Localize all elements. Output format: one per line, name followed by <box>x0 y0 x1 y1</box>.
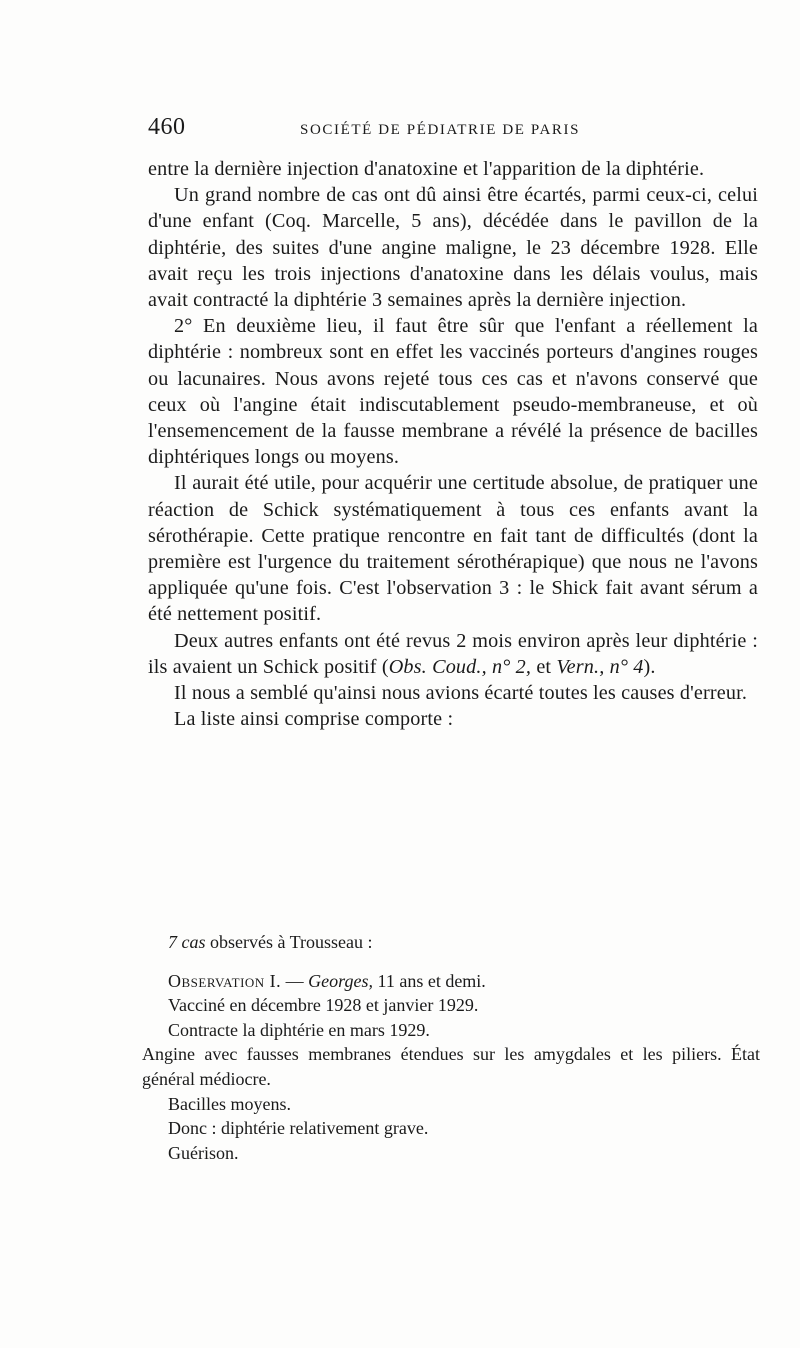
running-head: SOCIÉTÉ DE PÉDIATRIE DE PARIS <box>300 122 581 138</box>
observation-line: Contracte la diphtérie en mars 1929. <box>168 1019 430 1040</box>
observation-lead-count: 7 cas <box>168 932 206 952</box>
page-header <box>148 114 618 146</box>
followup-mid: et <box>531 655 557 678</box>
observation-line: Vacciné en décembre 1928 et janvier 1929. <box>168 995 479 1016</box>
observation-label: Observation I. <box>168 970 282 991</box>
followup-ref-vern: Vern., n° 4 <box>556 655 644 678</box>
paragraph-followup <box>148 628 758 680</box>
observation-dash: — <box>281 970 309 991</box>
paragraph-continuation: entre la dernière injection d'anatoxine et l'apparition de la diphtérie. <box>148 158 705 180</box>
page-number: 460 <box>148 114 186 140</box>
observation-title <box>168 969 760 994</box>
body-text <box>148 156 758 732</box>
observation-line: Guérison. <box>168 1142 239 1163</box>
followup-start: Deux autres enfants ont été revus 2 mois environ après leur diphtérie : ils avaient un Schick positif ( <box>148 629 758 678</box>
observation-block <box>142 930 760 1165</box>
observation-age: 11 ans et demi. <box>373 970 486 991</box>
paragraph-list-intro: La liste ainsi comprise comporte : <box>174 708 454 731</box>
paragraph-schick-reaction: Il aurait été utile, pour acquérir une certitude absolue, de pratiquer une réaction de Schick systématiquement à tous ces enfants avant la sérothérapie. Cette pratique rencontre en fait tant de difficultés (dont la première est l'urgence du traitement sérothérapique) que nous ne l'avons appliquée qu'une fois. C'est l'observation 3 : le Shick fait avant sérum a été nettement positif. <box>148 472 758 626</box>
paragraph-causes: Il nous a semblé qu'ainsi nous avions écarté toutes les causes d'erreur. <box>174 682 748 705</box>
observation-name: Georges, <box>308 970 373 991</box>
observation-line: Donc : diphtérie relativement grave. <box>168 1118 429 1139</box>
observation-line: Bacilles moyens. <box>168 1093 291 1114</box>
followup-end: ). <box>643 655 656 678</box>
paragraph-excluded-cases: Un grand nombre de cas ont dû ainsi être écartés, parmi ceux-ci, celui d'une enfant (Coq. Marcelle, 5 ans), décédée dans le pavillon de la diphtérie, des suites d'une angine maligne, le 23 décembre 1928. Elle avait reçu les trois injections d'anatoxine dans les délais voulus, mais avait contracté la diphtérie 3 semaines après la dernière injection. <box>148 184 758 312</box>
observation-lead <box>168 930 760 955</box>
followup-ref-coud: Obs. Coud., n° 2, <box>388 655 532 678</box>
paragraph-second-criterion: 2° En deuxième lieu, il faut être sûr que l'enfant a réellement la diphtérie : nombreux sont en effet les vaccinés porteurs d'angines rouges ou lacunaires. Nous avons rejeté tous ces cas et n'avons conservé que ceux où l'angine était indiscutablement pseudo-membraneuse, et où l'ensemencement de la fausse membrane a révélé la présence de bacilles diphtériques longs ou moyens. <box>148 315 758 469</box>
observation-line: Angine avec fausses membranes étendues sur les amygdales et les piliers. État général médiocre. <box>142 1044 760 1089</box>
observation-lead-rest: observés à Trousseau : <box>205 932 373 952</box>
